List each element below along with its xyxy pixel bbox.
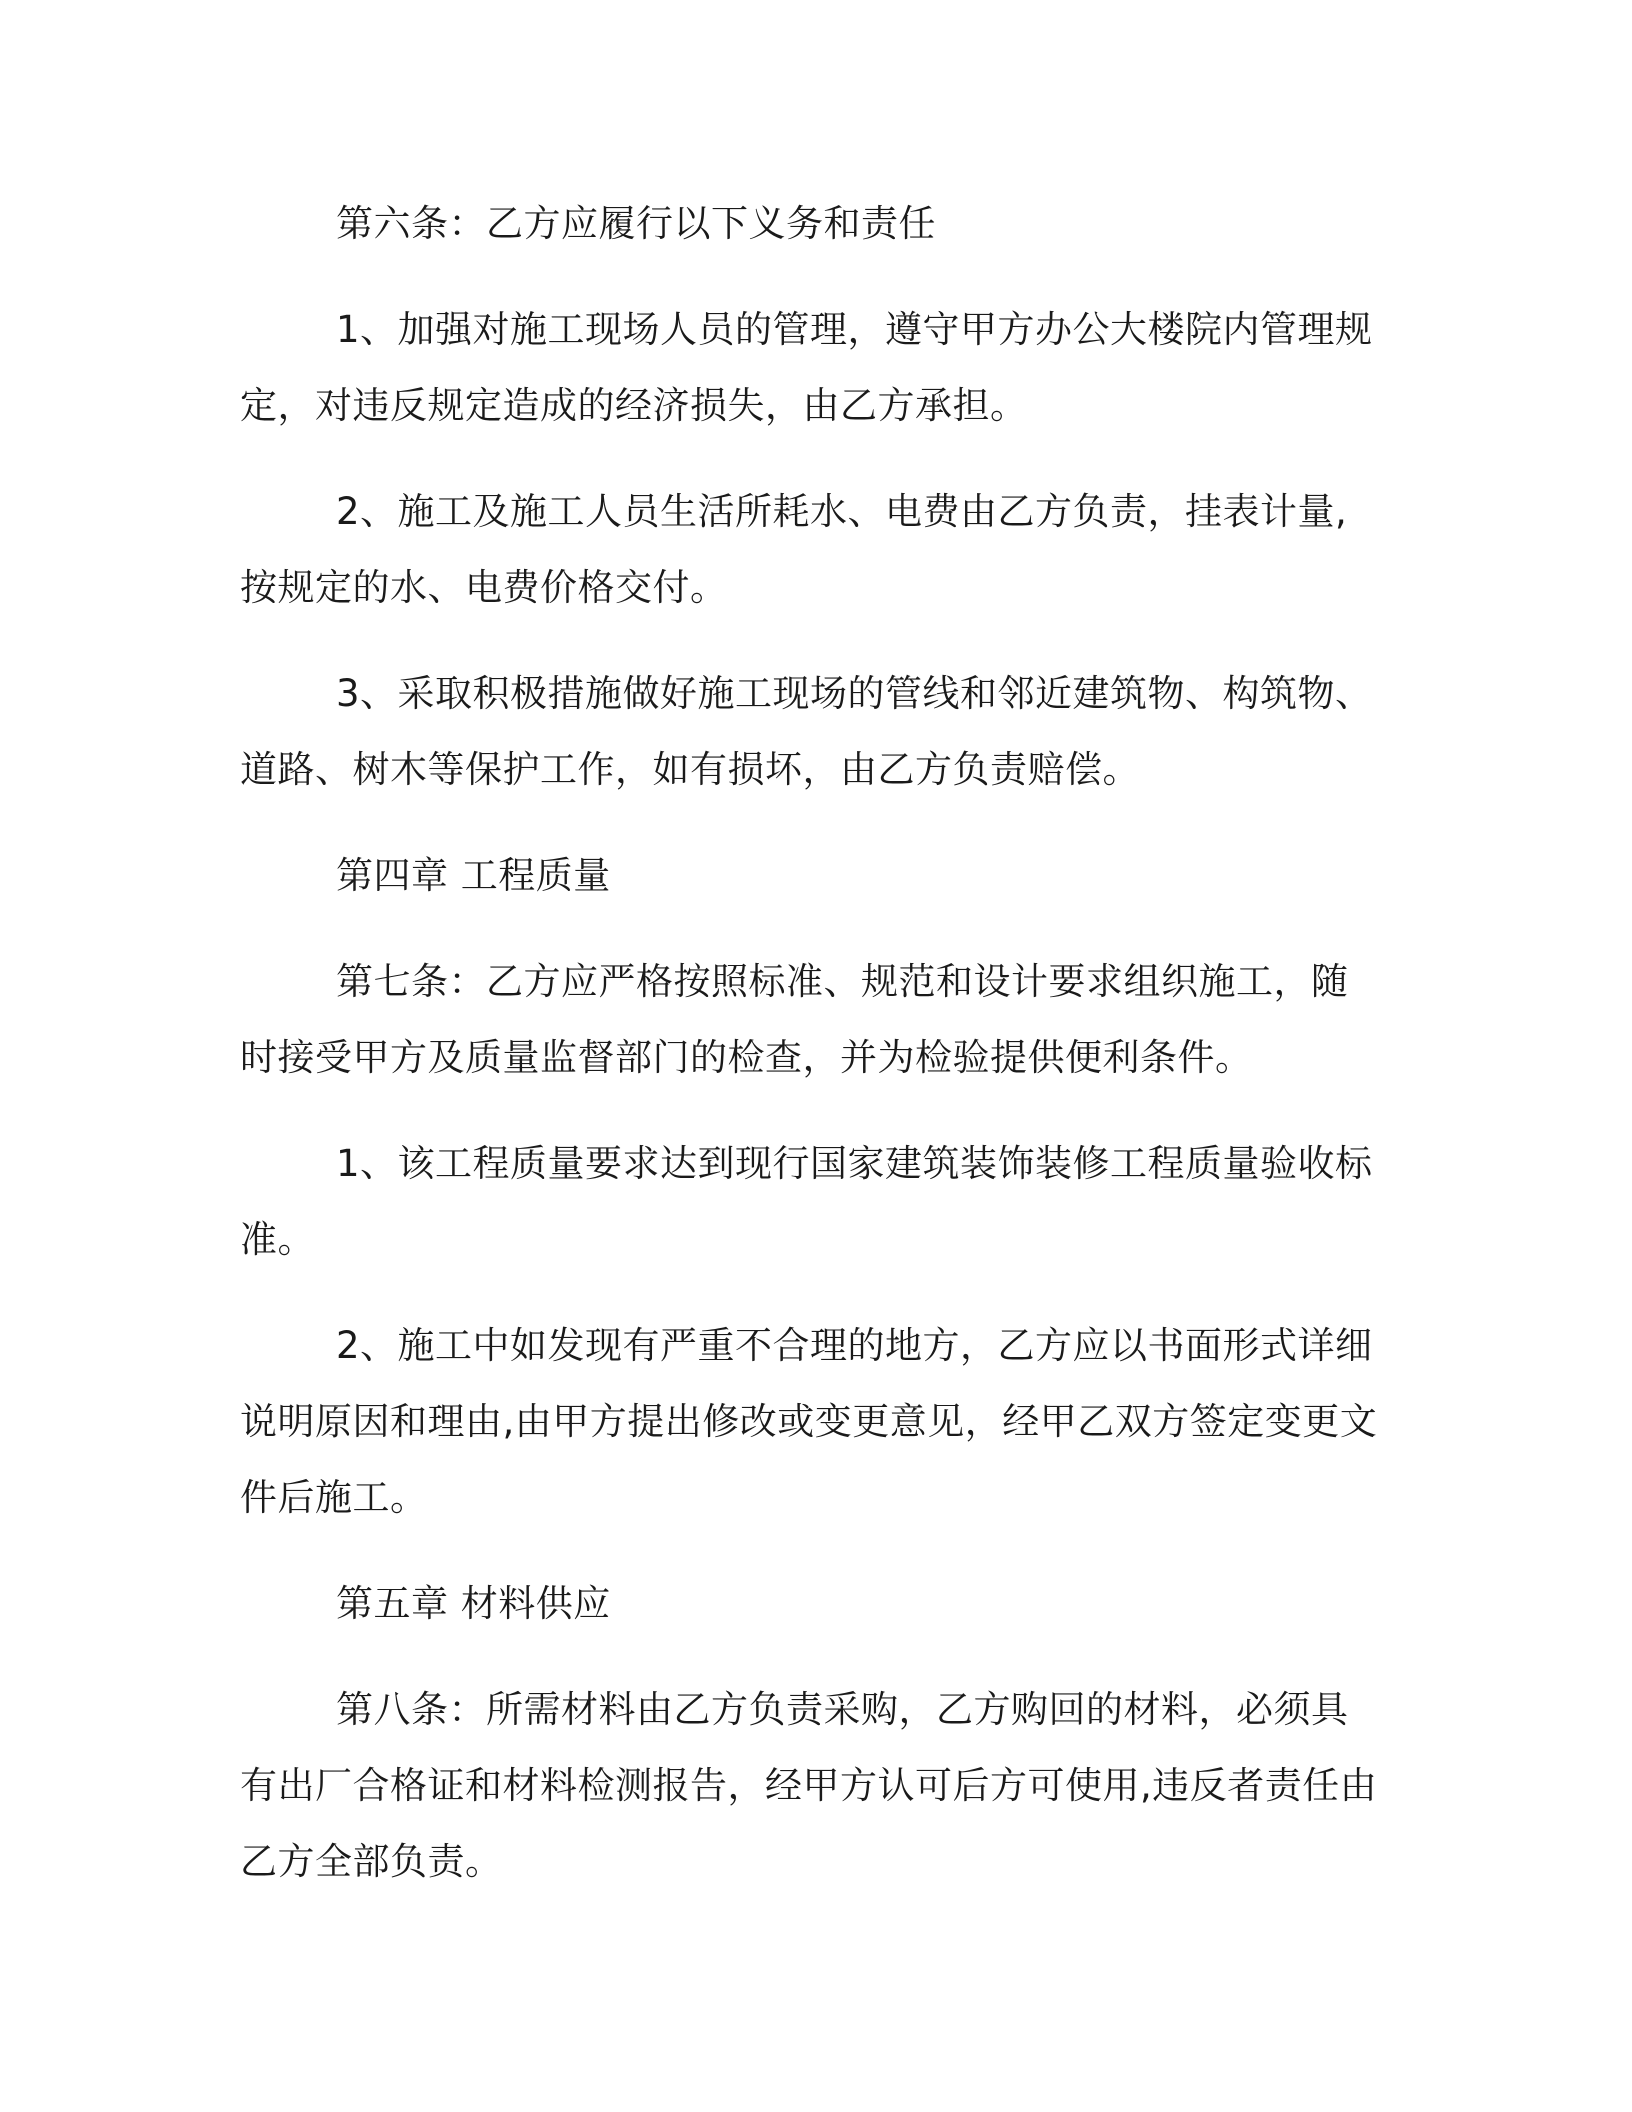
article-6-item-2: 2、施工及施工人员生活所耗水、电费由乙方负责，挂表计量,按规定的水、电费价格交付。	[240, 490, 1348, 609]
chapter-4-title: 第四章 工程质量	[336, 854, 611, 897]
chapter-5-title: 第五章 材料供应	[336, 1582, 611, 1625]
article-7-item-1: 1、该工程质量要求达到现行国家建筑装饰装修工程质量验收标准。	[240, 1142, 1373, 1261]
document-body	[240, 186, 1380, 1930]
article-7-text: 第七条：乙方应严格按照标准、规范和设计要求组织施工，随时接受甲方及质量监督部门的检查，并为检验提供便利条件。	[240, 960, 1349, 1079]
article-7-item-2: 2、施工中如发现有严重不合理的地方，乙方应以书面形式详细说明原因和理由,由甲方提出修改或变更意见，经甲乙双方签定变更文件后施工。	[240, 1324, 1378, 1519]
article-6-item-1: 1、加强对施工现场人员的管理，遵守甲方办公大楼院内管理规定，对违反规定造成的经济损失，由乙方承担。	[240, 308, 1373, 427]
article-6-item-3: 3、采取积极措施做好施工现场的管线和邻近建筑物、构筑物、道路、树木等保护工作，如有损坏，由乙方负责赔偿。	[240, 672, 1373, 791]
article-6-heading: 第六条：乙方应履行以下义务和责任	[336, 202, 936, 245]
article-8-text: 第八条：所需材料由乙方负责采购，乙方购回的材料，必须具有出厂合格证和材料检测报告，经甲方认可后方可使用,违反者责任由乙方全部负责。	[240, 1688, 1378, 1883]
